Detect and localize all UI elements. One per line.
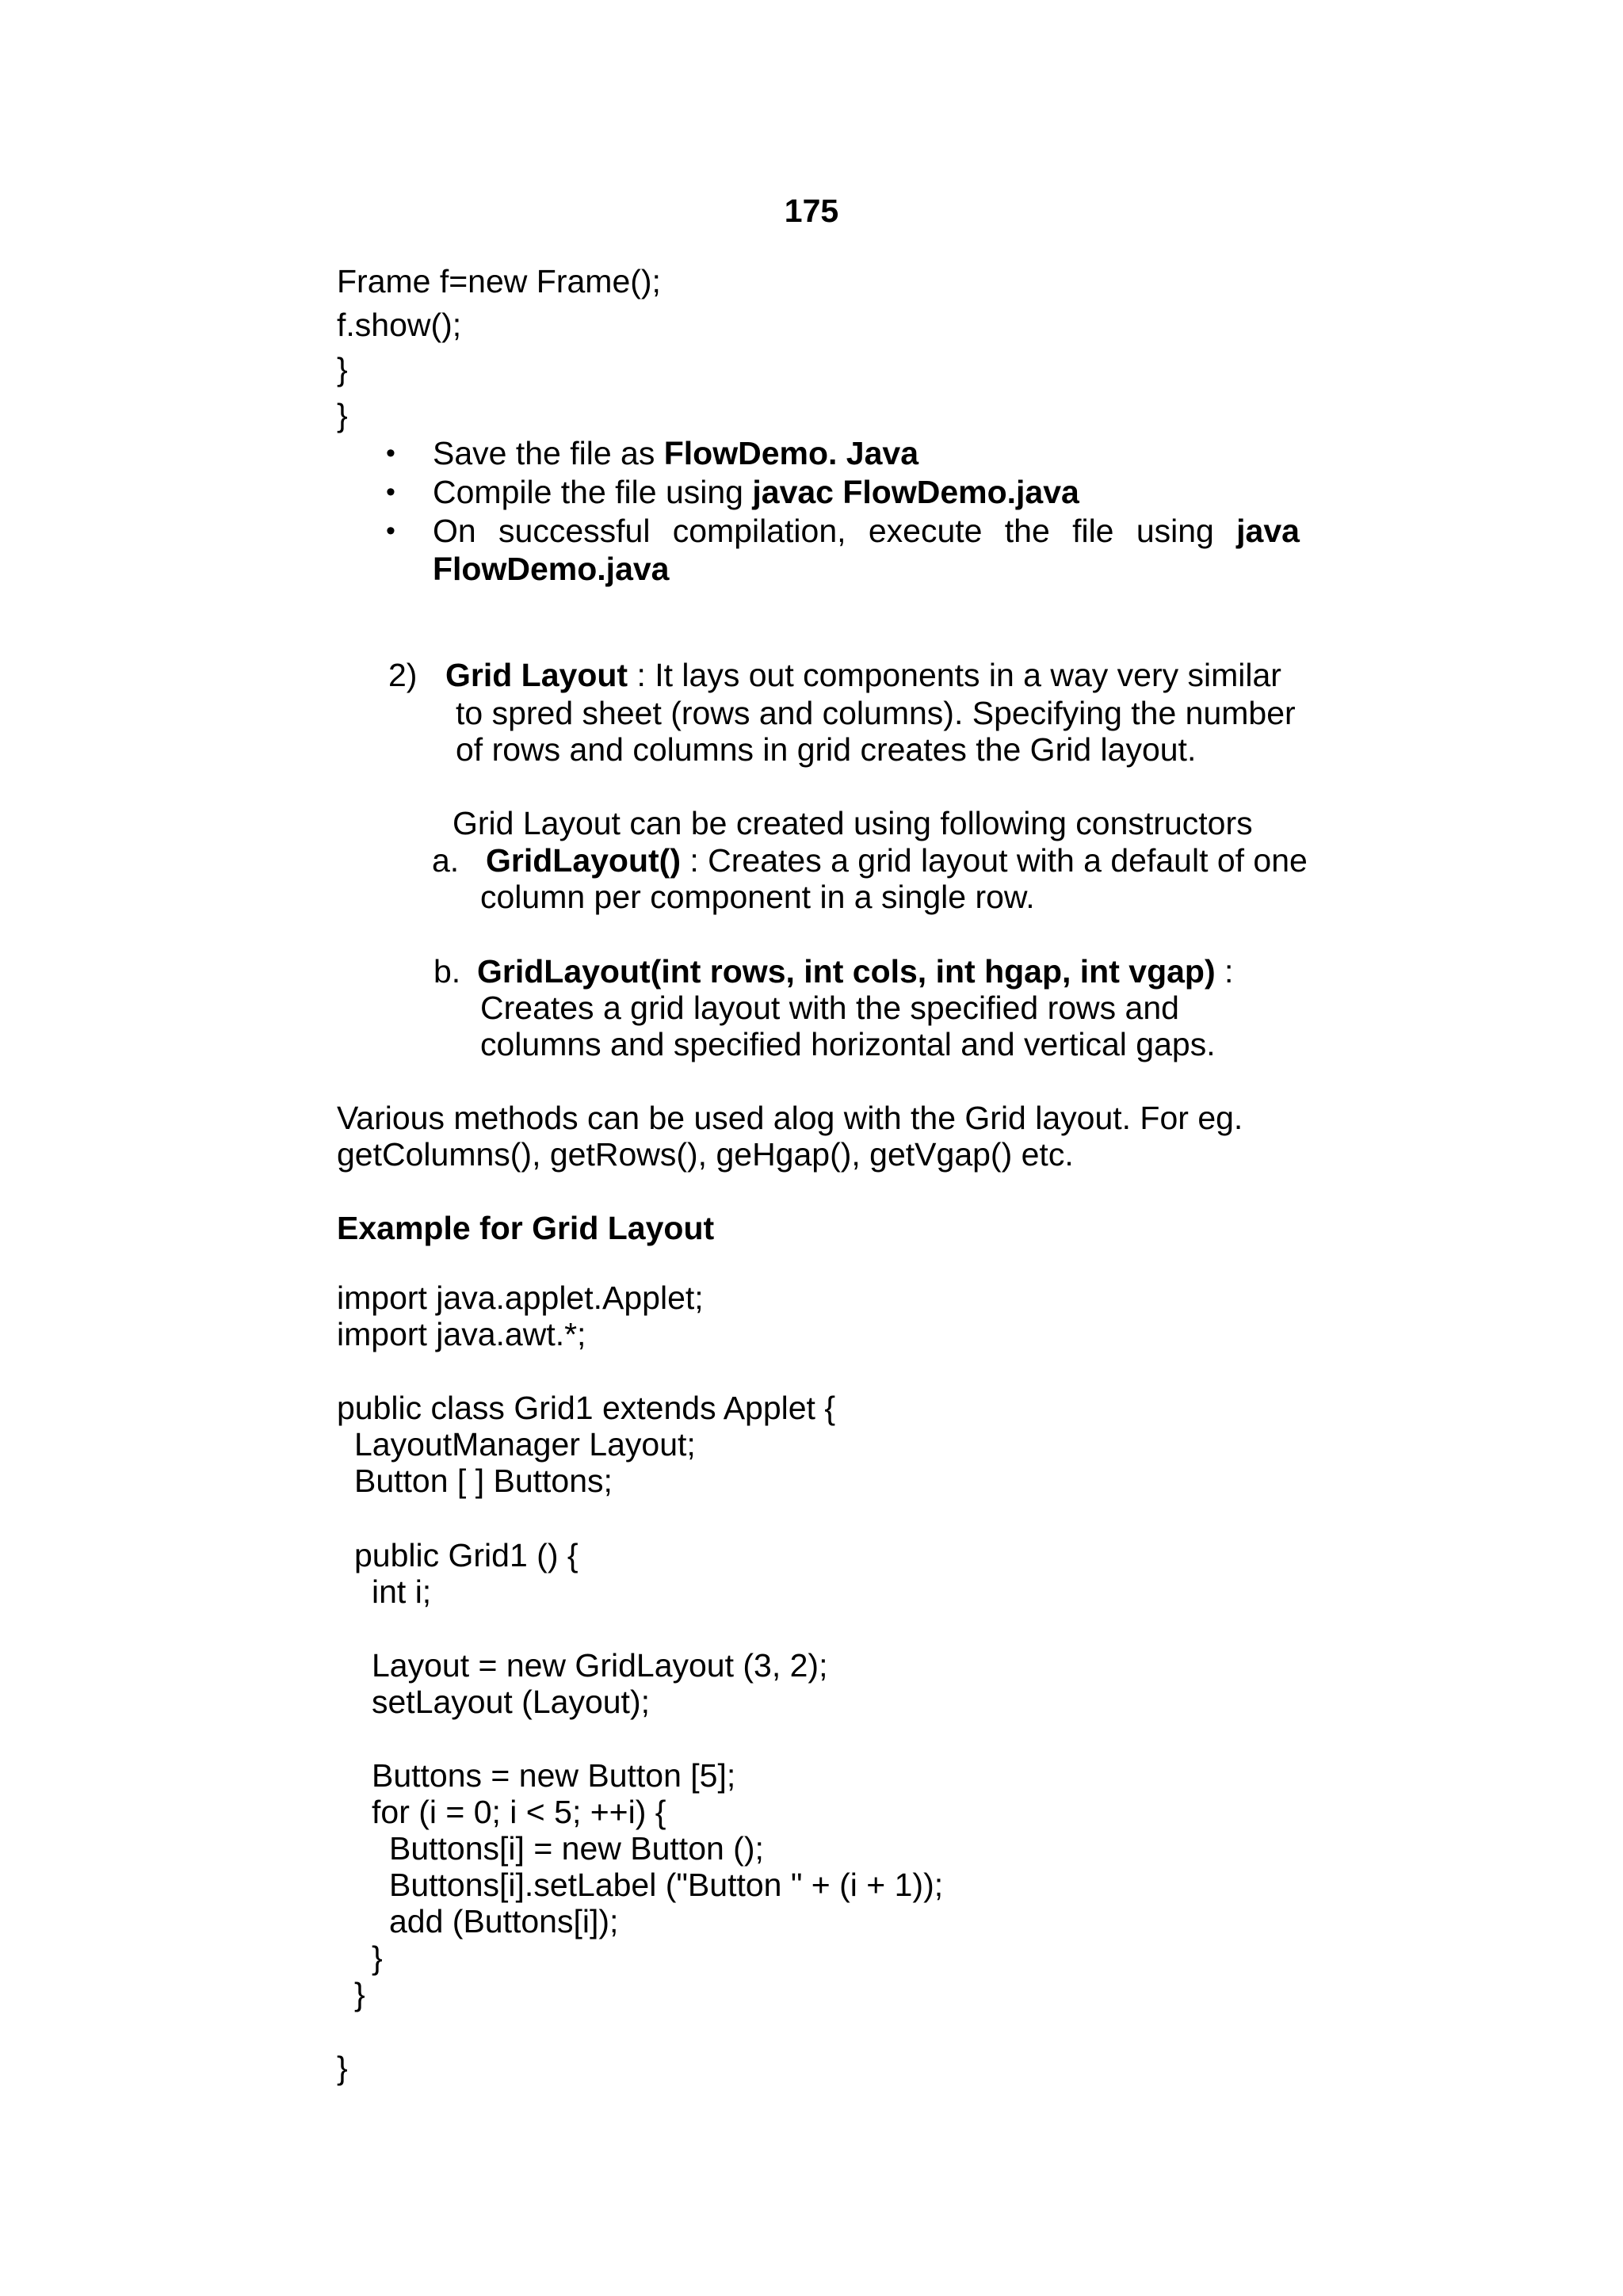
bullet-item: Compile the file using javac FlowDemo.java: [433, 474, 1079, 510]
code-line: import java.applet.Applet;: [337, 1280, 704, 1316]
code-line: public class Grid1 extends Applet {: [337, 1390, 836, 1426]
section-heading-line: Grid Layout : It lays out components in a way very similar: [445, 657, 1281, 693]
code-line: }: [337, 2050, 348, 2086]
paragraph-line: of rows and columns in grid creates the Grid layout.: [456, 731, 1197, 768]
code-line: Button [ ] Buttons;: [354, 1463, 613, 1499]
bullet-item: Save the file as FlowDemo. Java: [433, 435, 919, 471]
paragraph-line: getColumns(), getRows(), geHgap(), getVgap() etc.: [337, 1136, 1074, 1173]
code-line: Frame f=new Frame();: [337, 263, 661, 299]
list-item-continued: columns and specified horizontal and vertical gaps.: [480, 1026, 1216, 1062]
paragraph-line: to spred sheet (rows and columns). Specifying the number: [456, 695, 1296, 731]
code-line: }: [372, 1939, 383, 1976]
code-line: int i;: [372, 1573, 432, 1610]
list-label: a.: [432, 842, 460, 879]
code-line: Layout = new GridLayout (3, 2);: [372, 1647, 828, 1684]
code-line: setLayout (Layout);: [372, 1684, 650, 1720]
code-line: f.show();: [337, 307, 462, 343]
code-line: Buttons = new Button [5];: [372, 1757, 736, 1794]
list-item-continued: Creates a grid layout with the specified rows and: [480, 990, 1179, 1026]
code-line: LayoutManager Layout;: [354, 1426, 696, 1463]
section-number: 2): [388, 657, 418, 693]
list-item-continued: column per component in a single row.: [480, 879, 1035, 915]
example-heading: Example for Grid Layout: [337, 1210, 715, 1246]
code-line: for (i = 0; i < 5; ++i) {: [372, 1794, 666, 1830]
page-number: 175: [784, 193, 839, 229]
list-label: b.: [433, 953, 461, 990]
code-line: }: [337, 351, 348, 387]
code-line: }: [337, 397, 348, 433]
code-line: Buttons[i] = new Button ();: [389, 1830, 764, 1867]
bullet-dot: •: [386, 438, 395, 468]
paragraph-line: Various methods can be used alog with the Grid layout. For eg.: [337, 1100, 1243, 1136]
code-line: add (Buttons[i]);: [389, 1903, 619, 1939]
bullet-item-continued: FlowDemo.java: [433, 551, 670, 587]
list-item: GridLayout() : Creates a grid layout with a default of one: [486, 842, 1308, 879]
list-item: GridLayout(int rows, int cols, int hgap, int vgap) :: [477, 953, 1234, 990]
code-line: public Grid1 () {: [354, 1537, 579, 1573]
bullet-item: On successful compilation, execute the file using java: [433, 513, 1300, 549]
paragraph-line: Grid Layout can be created using following constructors: [453, 805, 1253, 841]
code-line: import java.awt.*;: [337, 1316, 586, 1352]
code-line: }: [354, 1976, 365, 2012]
bullet-dot: •: [386, 516, 395, 546]
bullet-dot: •: [386, 477, 395, 507]
code-line: Buttons[i].setLabel ("Button " + (i + 1));: [389, 1867, 944, 1903]
